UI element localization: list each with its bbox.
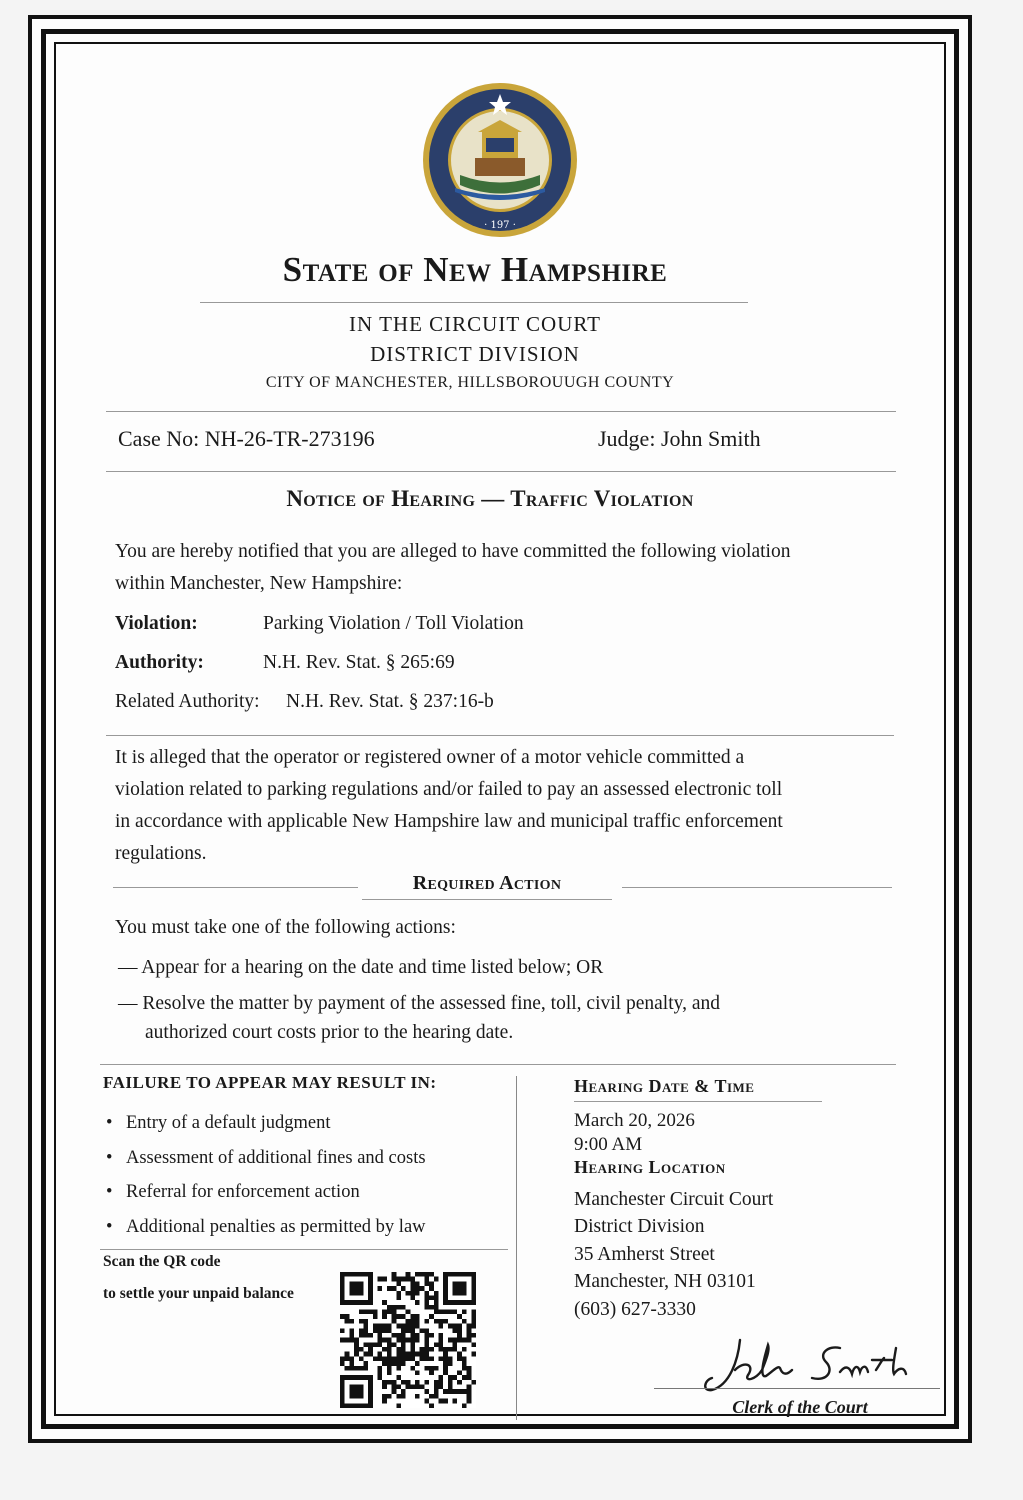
title-divider (200, 302, 748, 303)
required-action-title: Required Action (362, 872, 612, 900)
hearing-time: 9:00 AM (574, 1134, 643, 1155)
signature-line (654, 1388, 940, 1389)
payment-qr-code[interactable] (340, 1272, 476, 1408)
location-line: (603) 627-3330 (574, 1299, 696, 1320)
section-divider (106, 735, 894, 736)
header-divider-bottom (106, 471, 896, 472)
qr-instruction-line-1: Scan the QR code (103, 1253, 221, 1270)
state-seal-image (420, 80, 580, 240)
failure-item: • Entry of a default judgment (106, 1113, 331, 1133)
lower-divider (100, 1064, 896, 1065)
allegation-line-3: in accordance with applicable New Hampshire law and municipal traffic enforcement (115, 811, 783, 832)
allegation-line-4: regulations. (115, 843, 207, 864)
authority-value: N.H. Rev. Stat. § 265:69 (263, 652, 455, 673)
location-line: 35 Amherst Street (574, 1244, 715, 1265)
action-option-pay-line-1: — Resolve the matter by payment of the assessed fine, toll, civil penalty, and (118, 993, 720, 1014)
column-divider (516, 1076, 517, 1420)
svg-text:· 197 ·: · 197 · (484, 220, 516, 231)
allegation-line-1: It is alleged that the operator or registered owner of a motor vehicle committed a (115, 747, 745, 768)
case-number: Case No: NH-26-TR-273196 (118, 426, 375, 451)
required-action-rule-left (113, 887, 358, 888)
action-option-appear: — Appear for a hearing on the date and time listed below; OR (118, 957, 604, 978)
hearing-location-title: Hearing Location (574, 1157, 726, 1177)
judge-name: Judge: John Smith (598, 426, 761, 451)
hearing-date: March 20, 2026 (574, 1110, 695, 1131)
court-name: IN THE CIRCUIT COURT (349, 312, 601, 336)
qr-instruction-line-2: to settle your unpaid balance (103, 1285, 294, 1302)
intro-line-1: You are hereby notified that you are alleged to have committed the following violation (115, 541, 791, 562)
violation-value: Parking Violation / Toll Violation (263, 613, 524, 634)
notice-title: Notice of Hearing — Traffic Violation (286, 486, 694, 511)
required-action-rule-right (622, 887, 892, 888)
related-authority-label: Related Authority: (115, 691, 260, 712)
violation-label: Violation: (115, 613, 198, 634)
document-border-inner (54, 42, 946, 1416)
required-action-intro: You must take one of the following actions: (115, 917, 456, 938)
failure-item: • Assessment of additional fines and costs (106, 1148, 426, 1168)
allegation-line-2: violation related to parking regulations and/or failed to pay an assessed electronic toll (115, 779, 783, 800)
intro-line-2: within Manchester, New Hampshire: (115, 573, 403, 594)
location-line: Manchester Circuit Court (574, 1189, 774, 1210)
action-option-pay-line-2: authorized court costs prior to the hearing date. (145, 1022, 514, 1043)
related-authority-value: N.H. Rev. Stat. § 237:16-b (286, 691, 494, 712)
clerk-signature-image (700, 1330, 920, 1400)
failure-title: FAILURE TO APPEAR MAY RESULT IN: (103, 1073, 437, 1092)
authority-label: Authority: (115, 652, 204, 673)
clerk-title: Clerk of the Court (732, 1397, 868, 1417)
location-line: Manchester, NH 03101 (574, 1271, 756, 1292)
qr-divider (100, 1249, 508, 1250)
header-divider-top (106, 411, 896, 412)
location-line: District Division (574, 1216, 705, 1237)
court-jurisdiction: CITY OF MANCHESTER, HILLSBOROUUGH COUNTY (265, 374, 675, 391)
state-title: State of New Hampshire (282, 250, 668, 289)
failure-item: • Additional penalties as permitted by law (106, 1217, 426, 1237)
hearing-date-title: Hearing Date & Time (574, 1076, 822, 1102)
failure-item: • Referral for enforcement action (106, 1182, 360, 1202)
court-division: DISTRICT DIVISION (370, 342, 580, 366)
